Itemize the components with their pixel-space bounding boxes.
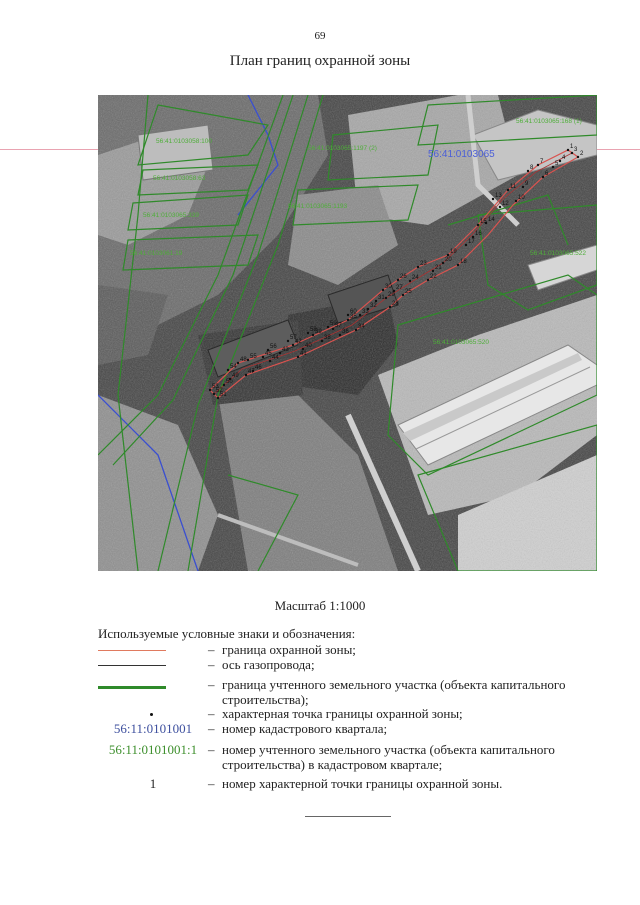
legend-dash: – — [208, 657, 215, 672]
boundary-point — [297, 356, 299, 358]
point-number-label: 49 — [232, 373, 239, 379]
legend-dash: – — [208, 677, 215, 692]
point-number-label: 35 — [350, 314, 357, 320]
point-number-label: 2 — [580, 151, 584, 157]
boundary-point — [227, 369, 229, 371]
legend-row-quarter — [98, 721, 578, 737]
parcel-number-label: 56:41:0103061:19 — [130, 250, 183, 257]
boundary-point — [465, 244, 467, 246]
point-number-label: 41 — [300, 351, 307, 357]
point-number-label: 19 — [450, 249, 457, 255]
point-number-label: 4 — [562, 155, 566, 161]
page-margin-line-left — [0, 149, 98, 150]
point-number-label: 32 — [370, 303, 377, 309]
boundary-point — [515, 200, 517, 202]
point-number-label: 23 — [420, 261, 427, 267]
legend-text-quarter: номер кадастрового квартала; — [222, 721, 388, 736]
point-number-label: 22 — [430, 274, 437, 280]
legend-symbol-parcel-number: 56:11:0101001:1 — [108, 742, 198, 757]
legend-heading: Используемые условные знаки и обозначения: — [98, 626, 356, 641]
boundary-point — [339, 334, 341, 336]
point-number-label: 58 — [310, 327, 317, 333]
point-number-label: 44 — [272, 355, 279, 361]
point-number-label: 46 — [255, 365, 262, 371]
boundary-point — [571, 152, 573, 154]
boundary-point — [492, 198, 494, 200]
legend-symbol-quarter-number: 56:11:0101001 — [113, 721, 193, 736]
boundary-point — [347, 314, 349, 316]
parcel-number-label: 56:41:0103065:168 (1) — [516, 118, 582, 125]
legend-dash: – — [208, 742, 215, 757]
map-canvas — [98, 95, 597, 571]
point-number-label: 34 — [358, 324, 365, 330]
legend-row-point-number — [98, 776, 578, 792]
point-number-label: 33 — [362, 309, 369, 315]
point-number-label: 51 — [220, 392, 227, 398]
point-number-label: 20 — [445, 257, 452, 263]
boundary-point — [417, 266, 419, 268]
point-number-label: 25 — [405, 289, 412, 295]
point-number-label: 30 — [385, 284, 392, 290]
point-number-label: 57 — [290, 335, 297, 341]
point-number-label: 52 — [216, 388, 223, 394]
boundary-point — [213, 393, 215, 395]
boundary-point — [432, 270, 434, 272]
point-number-label: 31 — [378, 295, 385, 301]
boundary-point — [389, 306, 391, 308]
point-number-label: 48 — [240, 357, 247, 363]
boundary-point — [269, 360, 271, 362]
point-number-label: 24 — [412, 275, 419, 281]
point-number-label: 1 — [570, 144, 574, 150]
point-number-label: 17 — [468, 239, 475, 245]
boundary-point — [209, 389, 211, 391]
boundary-point — [321, 340, 323, 342]
point-number-label: 36 — [342, 329, 349, 335]
boundary-point — [279, 352, 281, 354]
page-margin-line-right — [597, 149, 640, 150]
boundary-point — [527, 170, 529, 172]
point-number-label: 47 — [248, 369, 255, 375]
point-number-label: 13 — [495, 193, 502, 199]
cadastral-quarter-label: 56:41:0103065 — [428, 149, 495, 160]
boundary-point — [217, 397, 219, 399]
point-number-label: 27 — [396, 285, 403, 291]
point-number-label: 8 — [530, 165, 534, 171]
point-number-label: 14 — [488, 217, 495, 223]
boundary-point — [577, 156, 579, 158]
point-number-label: 43 — [282, 347, 289, 353]
boundary-point — [507, 189, 509, 191]
point-number-label: 3 — [574, 147, 578, 153]
point-number-label: 9 — [525, 181, 529, 187]
point-number-label: 42 — [295, 339, 302, 345]
boundary-point — [347, 319, 349, 321]
point-number-label: 11 — [510, 184, 517, 190]
point-number-label: 21 — [435, 265, 442, 271]
point-number-label: 45 — [265, 351, 272, 357]
point-number-label: 54 — [230, 364, 237, 370]
scale-text: Масштаб 1:1000 — [274, 598, 366, 613]
point-number-label: 60 — [350, 309, 357, 315]
boundary-point — [427, 279, 429, 281]
page-title: План границ охранной зоны — [229, 53, 411, 69]
boundary-point — [223, 384, 225, 386]
boundary-point — [537, 164, 539, 166]
legend-text-parcel: граница учтенного земельного участка (объекта капитального строительства); — [222, 677, 566, 707]
boundary-point — [355, 329, 357, 331]
boundary-point — [447, 254, 449, 256]
boundary-point — [567, 149, 569, 151]
point-number-label: 55 — [250, 354, 257, 360]
point-number-label: 59 — [330, 321, 337, 327]
parcel-number-label: 56:41:0103065:522 — [530, 250, 587, 257]
point-number-label: 29 — [388, 292, 395, 298]
boundary-point — [402, 294, 404, 296]
point-number-label: 16 — [475, 231, 482, 237]
boundary-point — [287, 340, 289, 342]
legend-row-parcel — [98, 677, 578, 709]
point-number-label: 40 — [305, 343, 312, 349]
point-number-label: 39 — [315, 329, 322, 335]
boundary-point — [385, 297, 387, 299]
legend-dash: – — [208, 776, 215, 791]
point-number-label: 53 — [212, 384, 219, 390]
point-number-label: 26 — [400, 274, 407, 280]
boundary-point — [332, 328, 334, 330]
point-number-label: 7 — [540, 159, 544, 165]
boundary-point — [552, 166, 554, 168]
point-number-label: 56 — [270, 344, 277, 350]
legend-row-parcel-number — [98, 742, 578, 774]
aerial-map — [98, 95, 597, 571]
boundary-point — [442, 262, 444, 264]
boundary-point — [302, 348, 304, 350]
boundary-point — [307, 332, 309, 334]
point-number-label: 10 — [518, 195, 525, 201]
parcel-number-label: 56:41:0103065:1197 (2) — [308, 145, 377, 152]
boundary-point — [477, 224, 479, 226]
boundary-point — [472, 236, 474, 238]
legend-row-axis — [98, 657, 578, 673]
point-number-label: 15 — [480, 219, 487, 225]
legend-text-parcel-number: номер учтенного земельного участка (объекта капитального строительства) в кадастровом квартале; — [222, 742, 555, 772]
parcel-number-label: 56:41:0103065:520 — [433, 339, 490, 346]
point-number-label: 37 — [335, 323, 342, 329]
point-number-label: 18 — [460, 259, 467, 265]
legend-dash: – — [208, 721, 215, 736]
legend-row-point — [98, 706, 578, 722]
boundary-point — [457, 264, 459, 266]
point-number-label: 50 — [226, 379, 233, 385]
legend-text-point-number: номер характерной точки границы охранной зоны. — [222, 776, 503, 791]
boundary-point — [499, 206, 501, 208]
point-number-label: 5 — [555, 161, 559, 167]
parcel-number-label: 56:41:0103058:63 — [153, 175, 206, 182]
boundary-point — [359, 314, 361, 316]
boundary-point — [397, 279, 399, 281]
boundary-point — [327, 326, 329, 328]
legend-dash: – — [208, 642, 215, 657]
legend-text-point: характерная точка границы охранной зоны; — [222, 706, 463, 721]
legend-row-zone — [98, 642, 578, 658]
point-number-label: 38 — [324, 335, 331, 341]
parcel-number-label: 56:41:0103058:100 — [156, 138, 213, 145]
boundary-point — [312, 334, 314, 336]
point-number-label: 6 — [545, 171, 549, 177]
point-number-label: 12 — [502, 201, 509, 207]
boundary-point — [559, 160, 561, 162]
parcel-number-label: 56:41:0103065:1193 — [288, 203, 348, 210]
boundary-point — [382, 289, 384, 291]
boundary-point — [292, 344, 294, 346]
legend-text-axis: ось газопровода; — [222, 657, 315, 672]
parcel-number-label: 56:41:0103065:339 — [143, 212, 200, 219]
boundary-point — [245, 374, 247, 376]
point-number-label: 28 — [392, 301, 399, 307]
boundary-point — [522, 186, 524, 188]
boundary-point — [375, 300, 377, 302]
legend-dash: – — [208, 706, 215, 721]
boundary-point — [262, 356, 264, 358]
bottom-rule — [305, 816, 391, 817]
boundary-point — [409, 280, 411, 282]
boundary-point — [237, 362, 239, 364]
boundary-point — [247, 359, 249, 361]
legend-symbol-point-number: 1 — [149, 776, 157, 791]
boundary-point — [542, 176, 544, 178]
legend-text-zone: граница охранной зоны; — [222, 642, 356, 657]
page-number: 69 — [314, 30, 326, 42]
